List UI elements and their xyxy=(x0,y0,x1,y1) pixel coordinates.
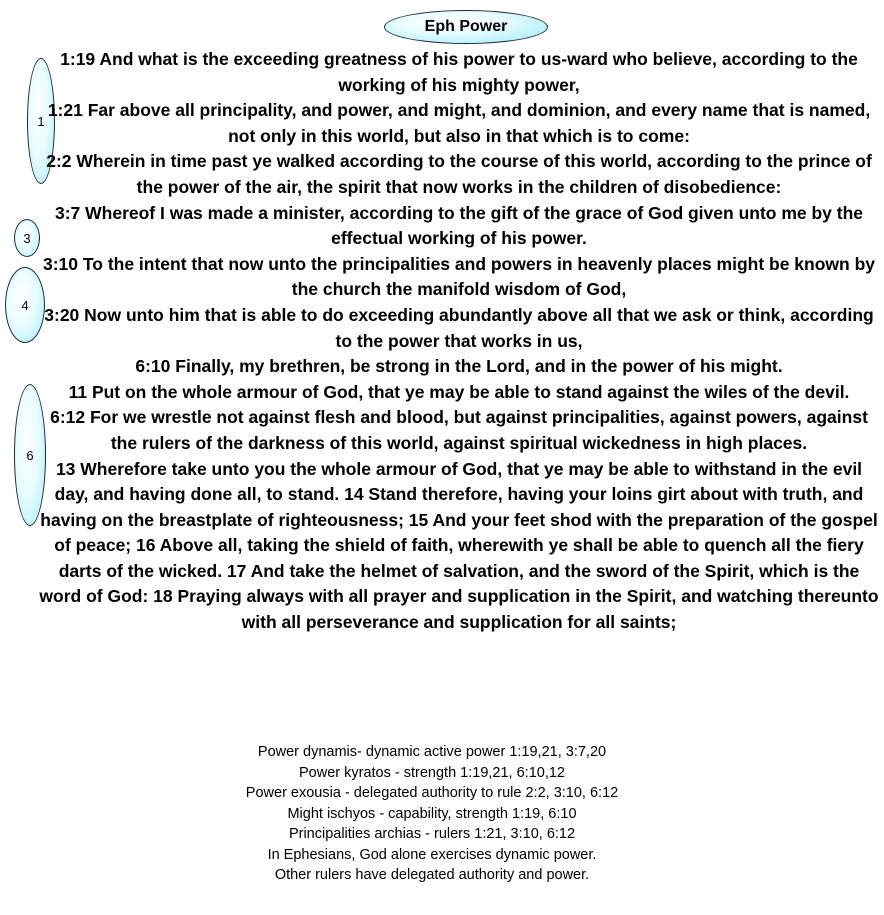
verse-eph-1-21: 1:21 Far above all principality, and power, and might, and dominion, and every name that is named, not only in this world, but also in that which is to come: xyxy=(47,100,871,146)
verse-eph-2-2: 2:2 Wherein in time past ye walked according to the course of this world, according to the prince of the power of the air, the spirit that now works in the children of disobedience: xyxy=(46,151,872,197)
chapter-marker-label: 6 xyxy=(26,447,34,463)
note-line: Power dynamis- dynamic active power 1:19,21, 3:7,20 xyxy=(257,744,607,760)
verse-eph-6-10: 6:10 Finally, my brethren, be strong in the Lord, and in the power of his might. xyxy=(135,356,783,377)
word-study-notes xyxy=(100,742,764,886)
note-line: Power exousia - delegated authority to rule 2:2, 3:10, 6:12 xyxy=(245,785,619,801)
chapter-marker-3 xyxy=(14,219,40,257)
verse-eph-6-11: 11 Put on the whole armour of God, that ye may be able to stand against the wiles of the devil. xyxy=(68,381,850,402)
verse-eph-6-12: 6:12 For we wrestle not against flesh and blood, but against principalities, against powers, against the rulers of the darkness of this world, against spiritual wickedness in high places. xyxy=(50,407,868,453)
verse-eph-1-19: 1:19 And what is the exceeding greatness of his power to us-ward who believe, according to the working of his mighty power, xyxy=(60,49,858,95)
verse-eph-3-10: 3:10 To the intent that now unto the principalities and powers in heavenly places might be known by the church the manifold wisdom of God, xyxy=(42,253,875,300)
note-line: Might ischyos - capability, strength 1:19, 6:10 xyxy=(287,805,577,822)
note-line: Principalities archias - rulers 1:21, 3:10, 6:12 xyxy=(288,826,576,842)
page-title: Eph Power xyxy=(424,18,508,35)
verse-eph-3-7: 3:7 Whereof I was made a minister, according to the gift of the grace of God given unto me by the effectual working of his power. xyxy=(54,202,864,249)
note-line: In Ephesians, God alone exercises dynamic power. xyxy=(267,846,597,863)
chapter-marker-label: 4 xyxy=(21,297,29,313)
note-line: Power kyratos - strength 1:19,21, 6:10,12 xyxy=(299,764,565,781)
verse-eph-3-20: 3:20 Now unto him that is able to do exceeding abundantly above all that we ask or think, according to the power that works in us, xyxy=(44,304,874,351)
verse-eph-6-13-18: 13 Wherefore take unto you the whole armour of God, that ye may be able to withstand in the evil day, and having done all, to stand. 14 Stand therefore, having your loins girt about with truth, and having on the breastplate of righteousness; 15 And your feet shod with the preparation of the gospel of peace; 16 Above all, taking the shield of faith, wherewith ye shall be able to quench all the fiery darts of the wicked. 17 And take the helmet of salvation, and the sword of the Spirit, which is the word of God: 18 Praying always with all prayer and supplication in the Spirit, and watching thereunto with all perseverance and supplication for all saints; xyxy=(39,458,879,633)
title-oval xyxy=(384,10,548,44)
chapter-marker-label: 3 xyxy=(23,230,31,246)
verse-list xyxy=(38,47,880,636)
chapter-marker-label: 1 xyxy=(37,113,45,129)
note-line: Other rulers have delegated authority and power. xyxy=(274,867,590,883)
